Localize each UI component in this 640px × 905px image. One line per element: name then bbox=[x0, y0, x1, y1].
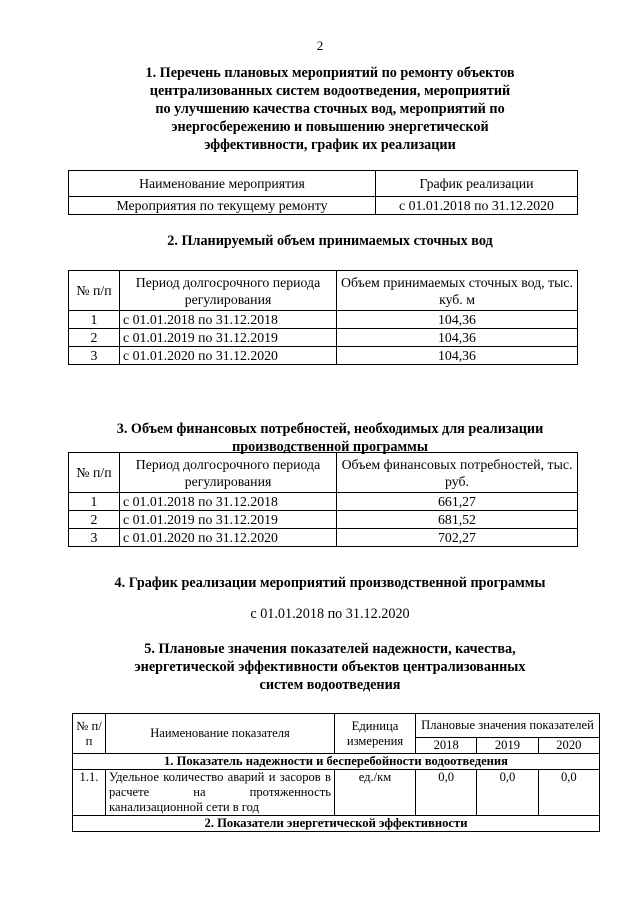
section1-title-line: энергосбережению и повышению энергетической bbox=[171, 119, 489, 135]
header-event-name: Наименование мероприятия bbox=[69, 171, 376, 197]
header-finance: Объем финансовых потребностей, тыс. руб. bbox=[337, 453, 578, 493]
section5-title-line: систем водоотведения bbox=[259, 677, 401, 693]
table-row bbox=[69, 311, 578, 329]
cell-period: с 01.01.2020 по 31.12.2020 bbox=[120, 347, 337, 365]
cell-event: Мероприятия по текущему ремонту bbox=[69, 197, 376, 215]
header-plan-values: Плановые значения показателей bbox=[416, 714, 600, 738]
header-num: № п/п bbox=[73, 714, 106, 754]
header-volume: Объем принимаемых сточных вод, тыс. куб. м bbox=[337, 271, 578, 311]
table-header-row bbox=[69, 271, 578, 311]
table-row bbox=[69, 329, 578, 347]
section5-title-line: 5. Плановые значения показателей надежности, качества, bbox=[144, 641, 516, 657]
cell-num: 1.1. bbox=[73, 770, 106, 816]
cell-value: 0,0 bbox=[477, 770, 538, 816]
header-year: 2018 bbox=[416, 738, 477, 754]
cell-num: 3 bbox=[69, 347, 120, 365]
header-period: Период долгосрочного периода регулирования bbox=[120, 271, 337, 311]
section3-title bbox=[60, 420, 600, 456]
page-number: 2 bbox=[316, 38, 324, 53]
table-row bbox=[69, 511, 578, 529]
table-group-row bbox=[73, 816, 600, 832]
header-num: № п/п bbox=[69, 271, 120, 311]
cell-period: с 01.01.2018 по 31.12.2018 bbox=[120, 493, 337, 511]
section3-table bbox=[68, 452, 578, 547]
section5-title bbox=[60, 640, 600, 694]
header-unit: Единица измерения bbox=[335, 714, 416, 754]
section1-title-line: эффективности, график их реализации bbox=[204, 137, 456, 153]
cell-period: с 01.01.2019 по 31.12.2019 bbox=[120, 329, 337, 347]
section1-title-line: 1. Перечень плановых мероприятий по ремонту объектов bbox=[145, 65, 515, 81]
section5-title-line: энергетической эффективности объектов централизованных bbox=[134, 659, 526, 675]
cell-schedule: с 01.01.2018 по 31.12.2020 bbox=[376, 197, 578, 215]
section1-title-line: по улучшению качества сточных вод, мероприятий по bbox=[155, 101, 505, 117]
header-year: 2019 bbox=[477, 738, 538, 754]
section3-title-line: производственной программы bbox=[232, 439, 428, 455]
table-row bbox=[69, 347, 578, 365]
table-row bbox=[73, 770, 600, 816]
cell-volume: 104,36 bbox=[337, 329, 578, 347]
section1-table bbox=[68, 170, 578, 215]
header-year: 2020 bbox=[538, 738, 599, 754]
section4-period: с 01.01.2018 по 31.12.2020 bbox=[250, 606, 410, 622]
cell-period: с 01.01.2020 по 31.12.2020 bbox=[120, 529, 337, 547]
cell-num: 1 bbox=[69, 311, 120, 329]
section2-table bbox=[68, 270, 578, 365]
cell-indicator: Удельное количество аварий и засоров в расчете на протяженность канализационной сети в год bbox=[106, 770, 335, 816]
section1-title-line: централизованных систем водоотведения, мероприятий bbox=[149, 83, 511, 99]
table-header-row bbox=[69, 453, 578, 493]
table-group-row bbox=[73, 754, 600, 770]
cell-unit: ед./км bbox=[335, 770, 416, 816]
table-row bbox=[69, 493, 578, 511]
cell-period: с 01.01.2018 по 31.12.2018 bbox=[120, 311, 337, 329]
cell-value: 0,0 bbox=[416, 770, 477, 816]
header-indicator: Наименование показателя bbox=[106, 714, 335, 754]
cell-num: 3 bbox=[69, 529, 120, 547]
section2-title: 2. Планируемый объем принимаемых сточных вод bbox=[167, 233, 493, 249]
cell-num: 2 bbox=[69, 511, 120, 529]
section5-table bbox=[72, 713, 600, 832]
cell-volume: 104,36 bbox=[337, 347, 578, 365]
section1-title bbox=[60, 64, 600, 154]
header-schedule: График реализации bbox=[376, 171, 578, 197]
section4-title: 4. График реализации мероприятий производственной программы bbox=[114, 575, 546, 591]
cell-num: 1 bbox=[69, 493, 120, 511]
cell-num: 2 bbox=[69, 329, 120, 347]
header-num: № п/п bbox=[69, 453, 120, 493]
cell-period: с 01.01.2019 по 31.12.2019 bbox=[120, 511, 337, 529]
group-reliability: 1. Показатель надежности и бесперебойности водоотведения bbox=[73, 754, 600, 770]
header-period: Период долгосрочного периода регулирования bbox=[120, 453, 337, 493]
table-header-row bbox=[69, 171, 578, 197]
cell-finance: 702,27 bbox=[337, 529, 578, 547]
cell-finance: 681,52 bbox=[337, 511, 578, 529]
cell-finance: 661,27 bbox=[337, 493, 578, 511]
table-header-row bbox=[73, 714, 600, 738]
table-row bbox=[69, 197, 578, 215]
group-energy-efficiency: 2. Показатели энергетической эффективности bbox=[73, 816, 600, 832]
section3-title-line: 3. Объем финансовых потребностей, необходимых для реализации bbox=[116, 421, 544, 437]
table-row bbox=[69, 529, 578, 547]
cell-volume: 104,36 bbox=[337, 311, 578, 329]
cell-value: 0,0 bbox=[538, 770, 599, 816]
